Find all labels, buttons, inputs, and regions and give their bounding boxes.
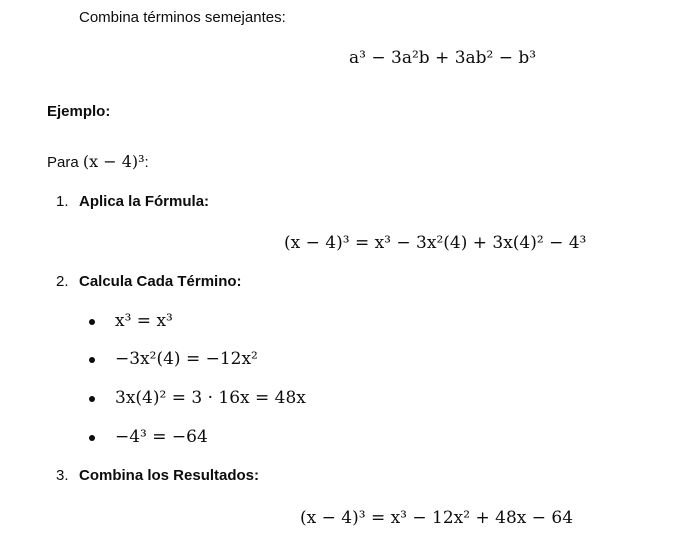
step-2-item-2: −3x²(4) = −12x² (115, 349, 258, 369)
intro-formula: a³ − 3a²b + 3ab² − b³ (349, 48, 537, 68)
para-expression: (x − 4)³ (82, 152, 145, 171)
step-2-item-3: 3x(4)² = 3 · 16x = 48x (115, 388, 306, 408)
example-para (47, 152, 149, 173)
example-heading: Ejemplo: (47, 103, 111, 120)
step-2-number: 2. (56, 273, 69, 290)
bullet-icon (89, 396, 95, 402)
bullet-icon (89, 357, 95, 363)
intro-text: Combina términos semejantes: (79, 9, 286, 26)
step-1-formula: (x − 4)³ = x³ − 3x²(4) + 3x(4)² − 4³ (284, 233, 587, 253)
step-2-title: Calcula Cada Término: (79, 273, 242, 290)
para-suffix: : (144, 154, 149, 171)
step-3-number: 3. (56, 467, 69, 484)
bullet-icon (89, 435, 95, 441)
step-1-number: 1. (56, 193, 69, 210)
bullet-icon (89, 319, 95, 325)
step-3-title: Combina los Resultados: (79, 467, 260, 484)
step-2-item-1: x³ = x³ (115, 311, 173, 331)
step-2-item-4: −4³ = −64 (115, 427, 208, 447)
step-1-title: Aplica la Fórmula: (79, 193, 210, 210)
step-3-formula: (x − 4)³ = x³ − 12x² + 48x − 64 (300, 508, 574, 528)
para-label: Para (47, 154, 79, 171)
